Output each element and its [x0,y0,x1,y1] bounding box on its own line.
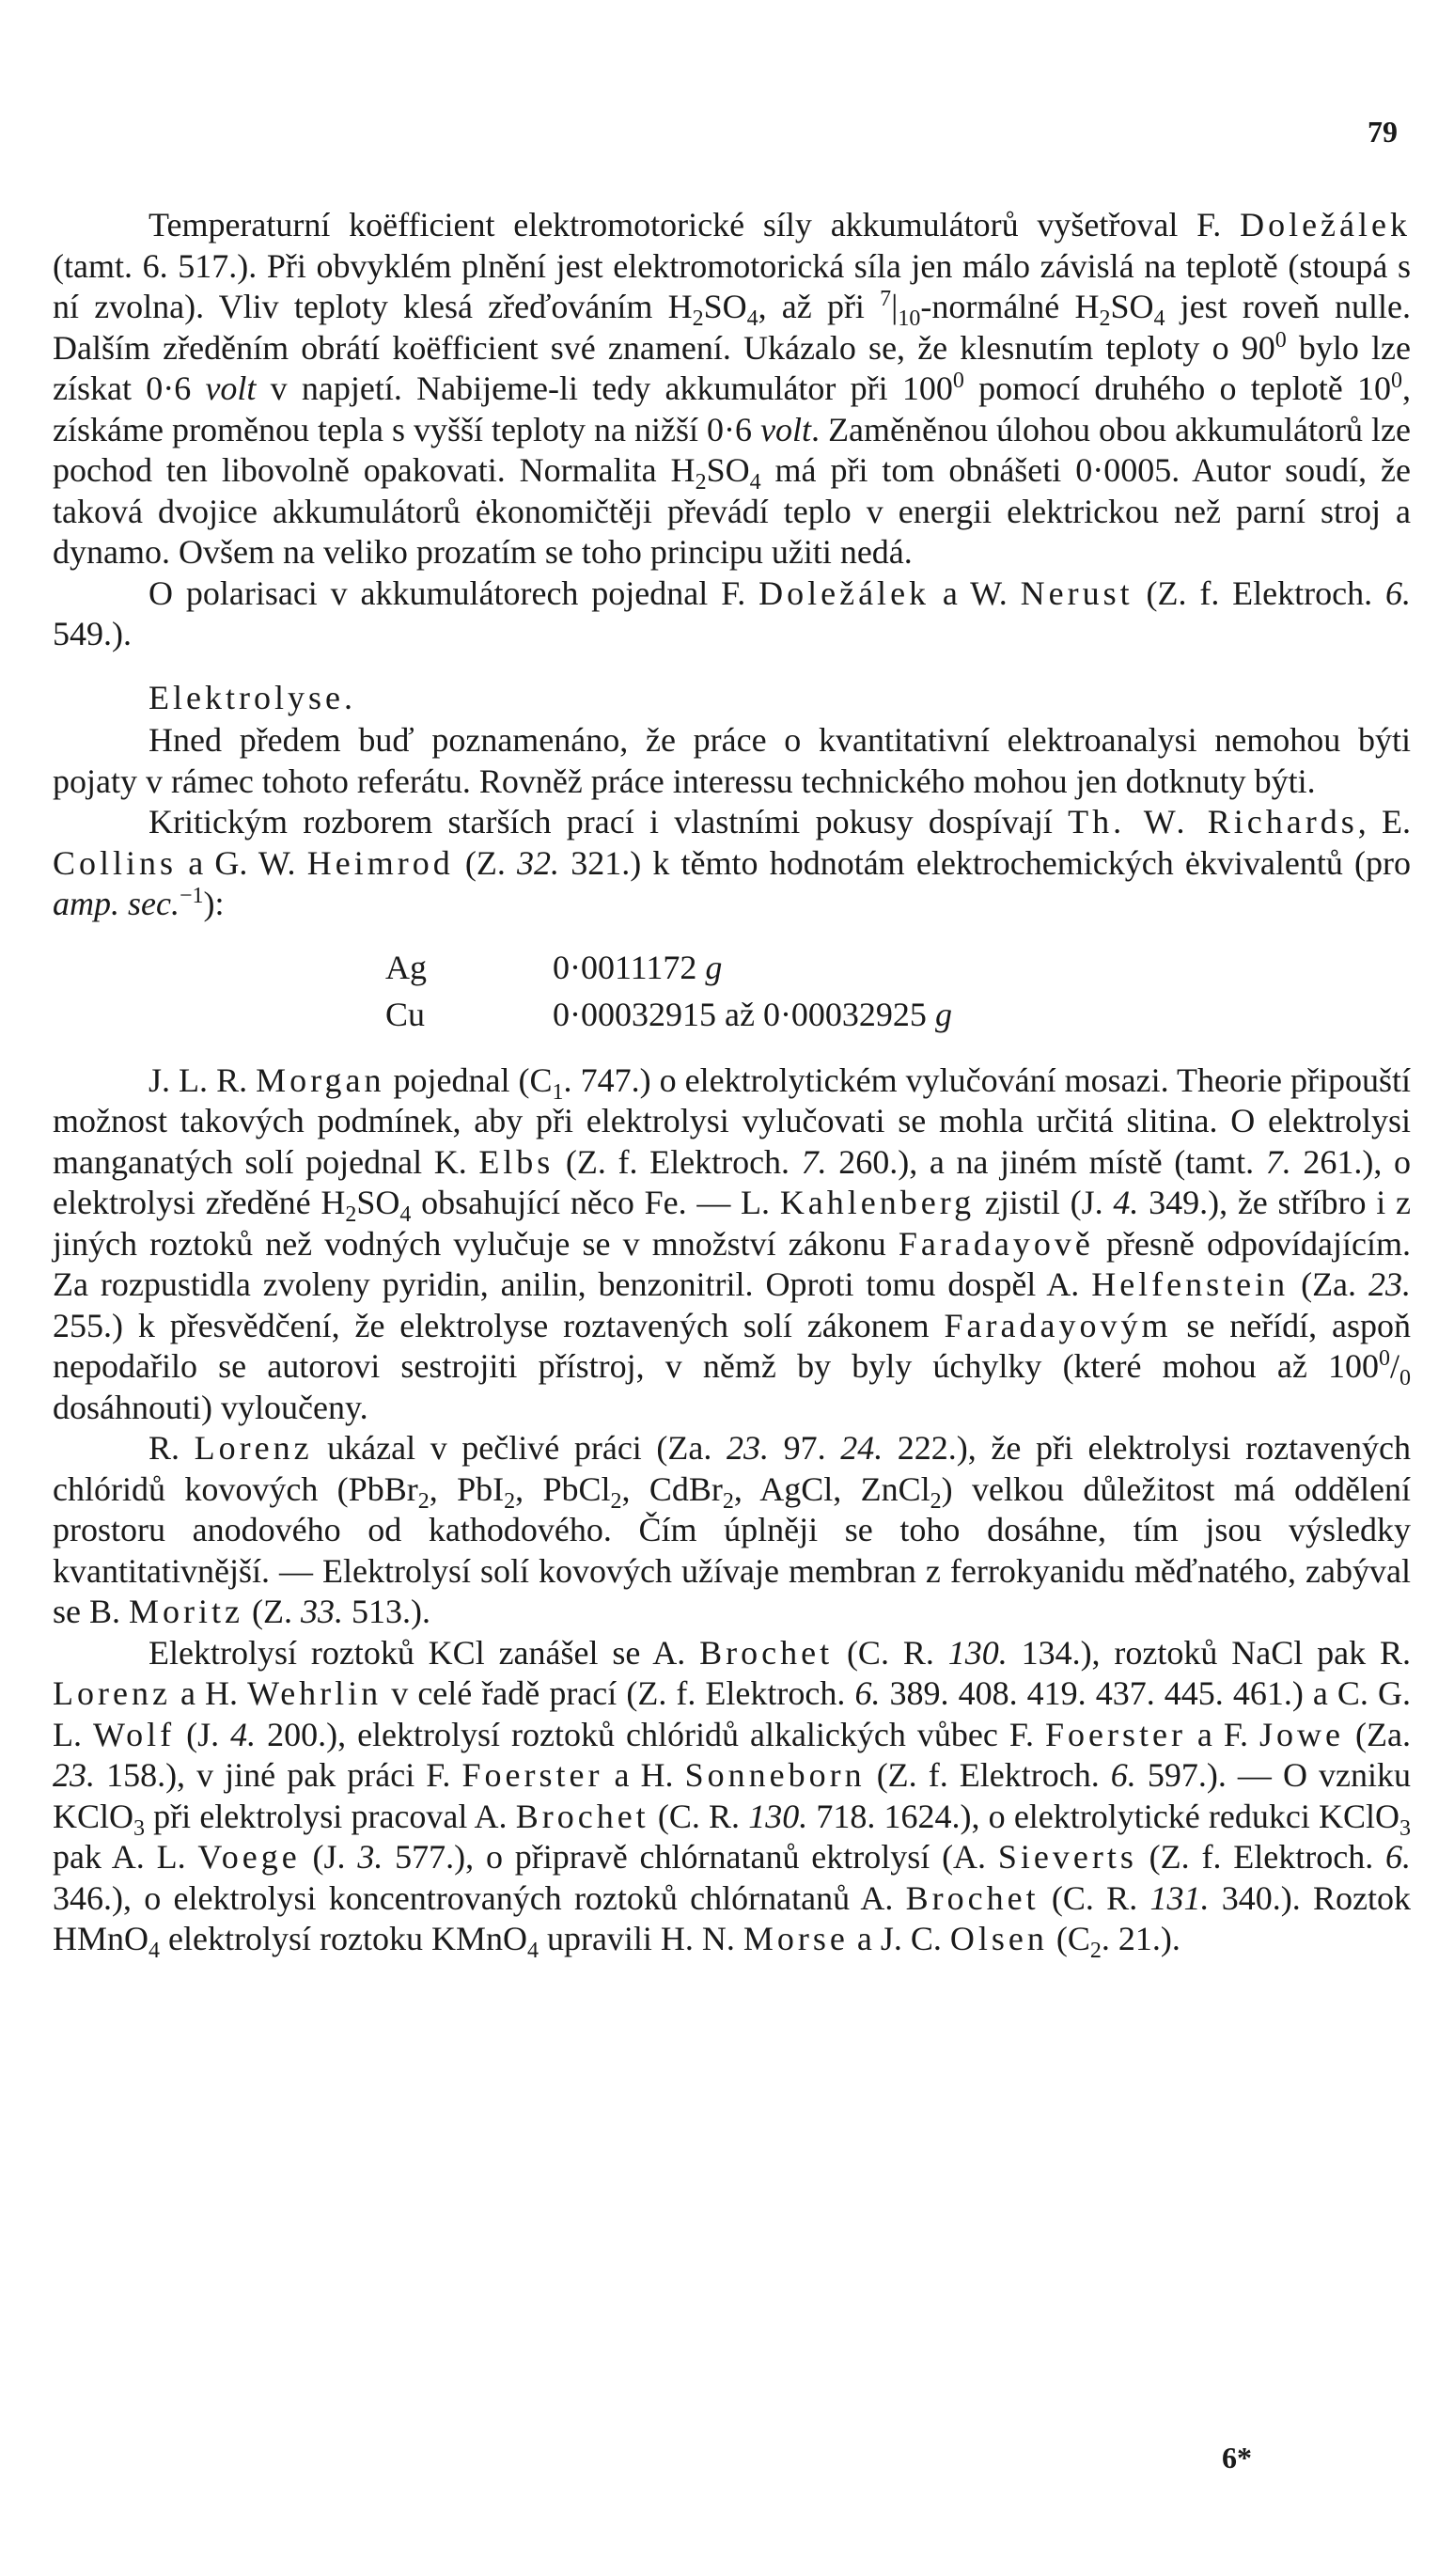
element-symbol: Ag [385,948,427,986]
section-heading: Elektrolyse. [149,678,356,716]
footer-signature-mark: 6* [1222,2441,1252,2474]
element-symbol: Cu [385,995,426,1033]
equivalent-row [53,991,1411,1038]
paragraph-intro: Hned předem buď poznamenáno, že práce o kvantitativní elektroanalysi nemohou býti pojaty v rámec tohoto referátu. Rovněž práce interessu technického mohou jen dotknuty býti. [53,721,1411,800]
page-number: 79 [1368,115,1398,149]
paragraph-equivalents-intro: Kritickým rozborem starších prací i vlastními pokusy dospívají Th. W. Richards, E. Collins a G. W. Heimrod (Z. 32. 321.) k těmto hodnotám elektrochemických ėkvivalentů (pro amp. sec.$^{-1}$): [53,803,1411,922]
article-body [53,205,1412,1964]
paragraph-polarisation: O polarisaci v akkumulátorech pojednal F. Doležálek a W. Nerust (Z. f. Elektroch. 6. 549.). [53,573,1411,652]
equivalents-table [53,944,1411,1038]
paragraph-lorenz: R. Lorenz ukázal v pečlivé práci (Za. 23. 97. 24. 222.), že při elektrolysi roztavených chlóridů kovových (PbBr$_2$, PbI$_2$, PbCl$_2$, CdBr$_2$, AgCl, ZnCl$_2$) velkou důležitost má oddělení prostoru anodového od kathodového. Čím úplněji se toho dosáhne, tím jsou výsledky kvantitativnější. — Elektrolysí solí kovových užívaje membran z ferrokyanidu měďnatého, zabýval se B. Moritz (Z. 33. 513.). [53,1429,1412,1630]
equivalent-value: 0·0011172 g [553,948,723,986]
paragraph-temperature-coefficient: Temperaturní koëfficient elektromotorické síly akkumulátorů vyšetřoval F. Doležálek (tamt. 6. 517.). Při obvyklém plnění jest elektromotorická síla jen málo závislá na teplotě (stoupá s ní zvolna). Vliv teploty klesá zřeďováním $H_2SO_4$, až při $^7|_{10}$-normálné $H_2SO_4$ jest roveň nulle. Dalším zředěním obrátí koëfficient své znamení. Ukázalo se, že klesnutím teploty o $90^0$ bylo lze získat 0·6 volt v napjetí. Nabijeme-li tedy akkumulátor při $100^0$ pomocí druhého o teplotě $10^0$, získáme proměnou tepla s vyšší teploty na nižší 0·6 volt. Zaměněnou úlohou obou akkumulátorů lze pochod ten libovolně opakovati. Normalita $H_2SO_4$ má při tom obnášeti 0·0005. Autor soudí, že taková dvojice akkumulátorů ėkonomičtěji převádí teplo v energii elektrickou než parní stroj a dynamo. Ovšem na veliko prozatím se toho principu užiti nedá. [53,206,1412,571]
equivalent-row [53,944,1411,991]
paragraph-morgan: J. L. R. Morgan pojednal ($C_1$. 747.) o elektrolytickém vylučování mosazi. Theorie připouští možnost takových podmínek, aby při elektrolysi vylučovati se mohla určitá slitina. O elektrolysi manganatých solí pojednal K. Elbs (Z. f. Elektroch. 7. 260.), a na jiném místě (tamt. 7. 261.), o elektrolysi zředěné $H_2SO_4$ obsahující něco Fe. — L. Kahlenberg zjistil (J. 4. 349.), že stříbro i z jiných roztoků než vodných vylučuje se v množství zákonu Faradayově přesně odpovídajícím. Za rozpustidla zvoleny pyridin, anilin, benzonitril. Oproti tomu dospěl A. Helfenstein (Za. 23. 255.) k přesvědčení, že elektrolyse roztavených solí zákonem Faradayovým se neřídí, aspoň nepodařilo se autorovi sestrojiti přístroj, v němž by byly úchylky (které mohou až $100^0/_0$ dosáhnouti) vyloučeny. [53,1060,1412,1426]
equivalent-value: 0·00032915 až 0·00032925 g [553,995,952,1033]
paragraph-kcl: Elektrolysí roztoků KCl zanášel se A. Brochet (C. R. 130. 134.), roztoků NaCl pak R. Lorenz a H. Wehrlin v celé řadě prací (Z. f. Elektroch. 6. 389. 408. 419. 437. 445. 461.) a C. G. L. Wolf (J. 4. 200.), elektrolysí roztoků chlóridů alkalických vůbec F. Foerster a F. Jowe (Za. 23. 158.), v jiné pak práci F. Foerster a H. Sonneborn (Z. f. Elektroch. 6. 597.). — O vzniku KClO$_3$ při elektrolysi pracoval A. Brochet (C. R. 130. 718. 1624.), o elektrolytické redukci KClO$_3$ pak A. L. Voege (J. 3. 577.), o připravě chlórnatanů ektrolysí (A. Sieverts (Z. f. Elektroch. 6. 346.), o elektrolysi koncentrovaných roztoků chlórnatanů A. Brochet (C. R. 131. 340.). Roztok HMnO$_4$ elektrolysí roztoku KMnO$_4$ upravili H. N. Morse a J. C. Olsen ($C_2$. 21.). [53,1633,1412,1964]
